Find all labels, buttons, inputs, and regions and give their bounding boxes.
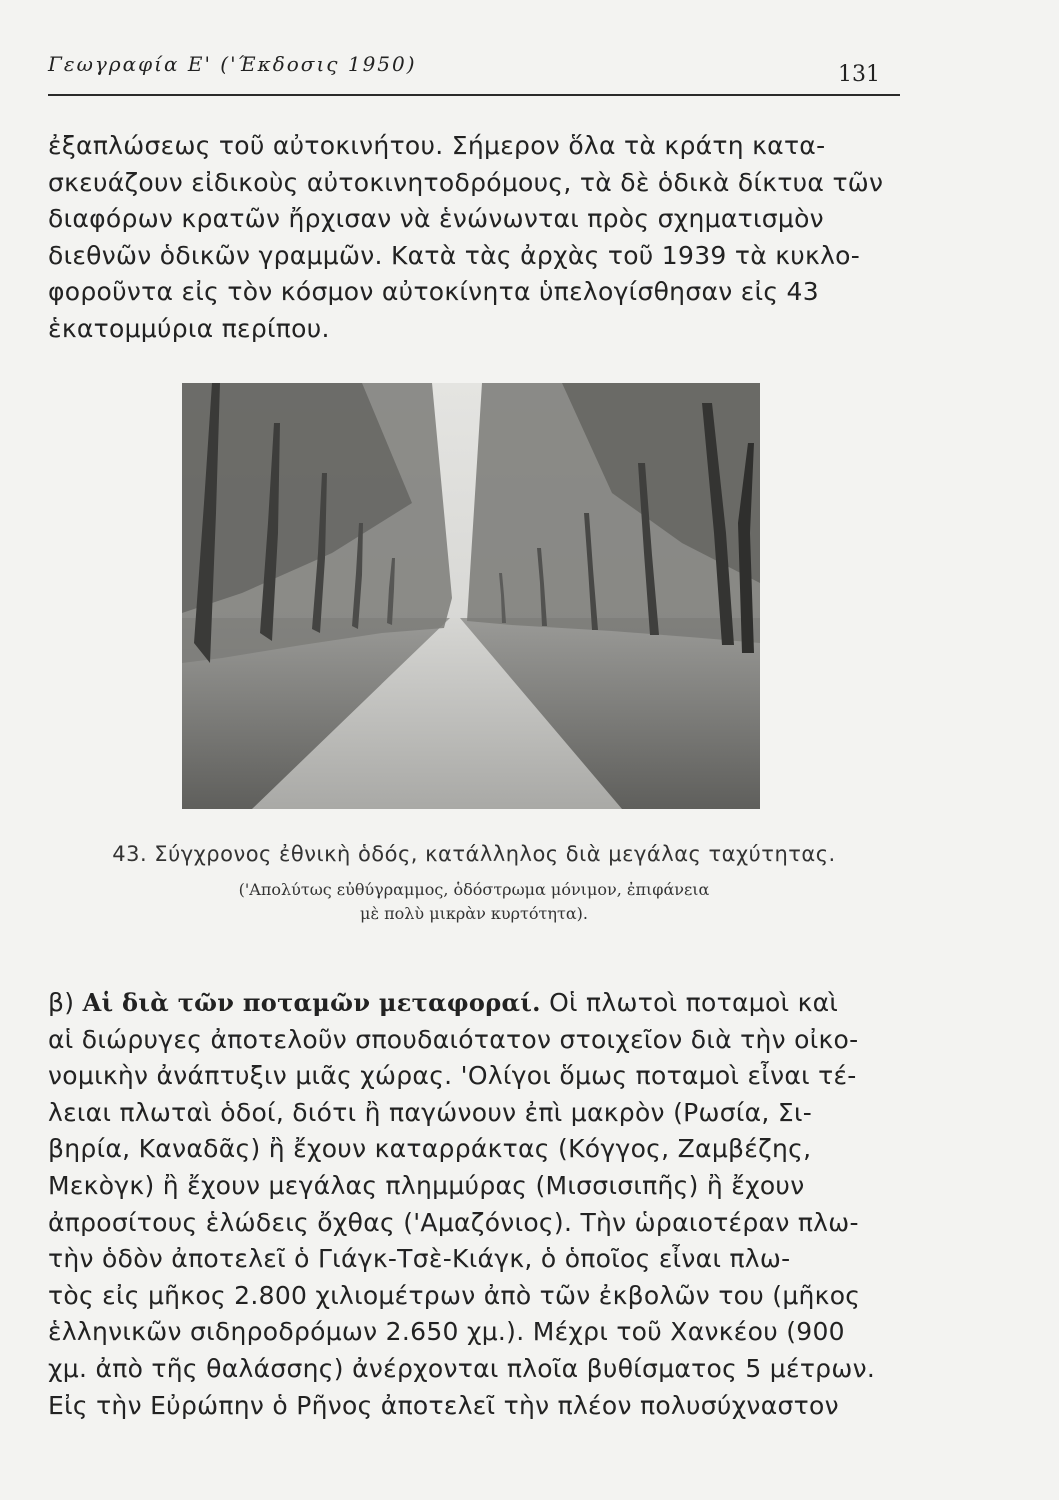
page-number: 131 (838, 62, 880, 87)
text-line: τὸς εἰς μῆκος 2.800 χιλιομέτρων ἀπὸ τῶν ἐκβολῶν του (μῆκος (48, 1280, 861, 1310)
figure-caption: 43. Σύγχρονος ἐθνικὴ ὁδός, κατάλληλος διὰ μεγάλας ταχύτητας. (112, 842, 836, 866)
text-line: νομικὴν ἀνάπτυξιν μιᾶς χώρας. 'Ολίγοι ὅμως ποταμοὶ εἶναι τέ- (48, 1061, 857, 1091)
running-title: Γεωγραφία Ε' ('Έκδοσις 1950) (48, 52, 417, 76)
text-line: ἑλληνικῶν σιδηροδρόμων 2.650 χμ.). Μέχρι τοῦ Χανκέου (900 (48, 1317, 845, 1347)
text-line: σκευάζουν εἰδικοὺς αὐτοκινητοδρόμους, τὰ δὲ ὁδικὰ δίκτυα τῶν (48, 167, 884, 197)
text-line: αἱ διώρυγες ἀποτελοῦν σπουδαιότατον στοιχεῖον διὰ τὴν οἰκο- (48, 1024, 859, 1054)
header-rule (48, 94, 900, 96)
tree-lined-road-illustration (182, 383, 760, 809)
text-line: τὴν ὁδὸν ἀποτελεῖ ὁ Γιάγκ-Τσὲ-Κιάγκ, ὁ ὁποῖος εἶναι πλω- (48, 1244, 791, 1274)
text-line: λειαι πλωταὶ ὁδοί, διότι ἢ παγώνουν ἐπὶ μακρὸν (Ρωσία, Σι- (48, 1097, 813, 1127)
text-line: ἀπροσίτους ἑλώδεις ὄχθας ('Αμαζόνιος). Τὴν ὡραιοτέραν πλω- (48, 1207, 859, 1237)
text-line: διεθνῶν ὁδικῶν γραμμῶν. Κατὰ τὰς ἀρχὰς τοῦ 1939 τὰ κυκλο- (48, 240, 861, 270)
text-line: βηρία, Καναδᾶς) ἢ ἔχουν καταρράκτας (Κόγγος, Ζαμβέζης, (48, 1134, 812, 1164)
text-line: ἑκατομμύρια περίπου. (48, 313, 330, 343)
text-line: ἐξαπλώσεως τοῦ αὐτοκινήτου. Σήμερον ὅλα τὰ κράτη κατα- (48, 131, 826, 160)
text-line: Μεκὸγκ) ἢ ἔχουν μεγάλας πλημμύρας (Μισσισιπῆς) ἢ ἔχουν (48, 1170, 805, 1200)
text-line: Εἰς τὴν Εὐρώπην ὁ Ρῆνος ἀποτελεῖ τὴν πλέον πολυσύχναστον (48, 1390, 839, 1420)
section-prefix: β) (48, 988, 83, 1017)
figure-note-line: μὲ πολὺ μικρὰν κυρτότητα). (360, 904, 588, 923)
road-photograph (182, 383, 760, 809)
paragraph-river-transport (48, 985, 900, 1424)
text-fragment: Οἱ πλωτοὶ ποταμοὶ καὶ (540, 988, 839, 1017)
section-heading: Αἱ διὰ τῶν ποταμῶν μεταφοραί. (82, 988, 541, 1017)
text-line: χμ. ἀπὸ τῆς θαλάσσης) ἀνέρχονται πλοῖα βυθίσματος 5 μέτρων. (48, 1353, 876, 1383)
text-line (48, 985, 900, 1022)
paragraph-automobiles (48, 128, 900, 348)
figure-note-line: ('Απολύτως εὐθύγραμμος, ὁδόστρωμα μόνιμον, ἐπιφάνεια (238, 880, 710, 899)
text-line: φοροῦντα εἰς τὸν κόσμον αὐτοκίνητα ὑπελογίσθησαν εἰς 43 (48, 277, 819, 307)
text-line: διαφόρων κρατῶν ἤρχισαν νὰ ἑνώνωνται πρὸς σχηματισμὸν (48, 204, 824, 234)
